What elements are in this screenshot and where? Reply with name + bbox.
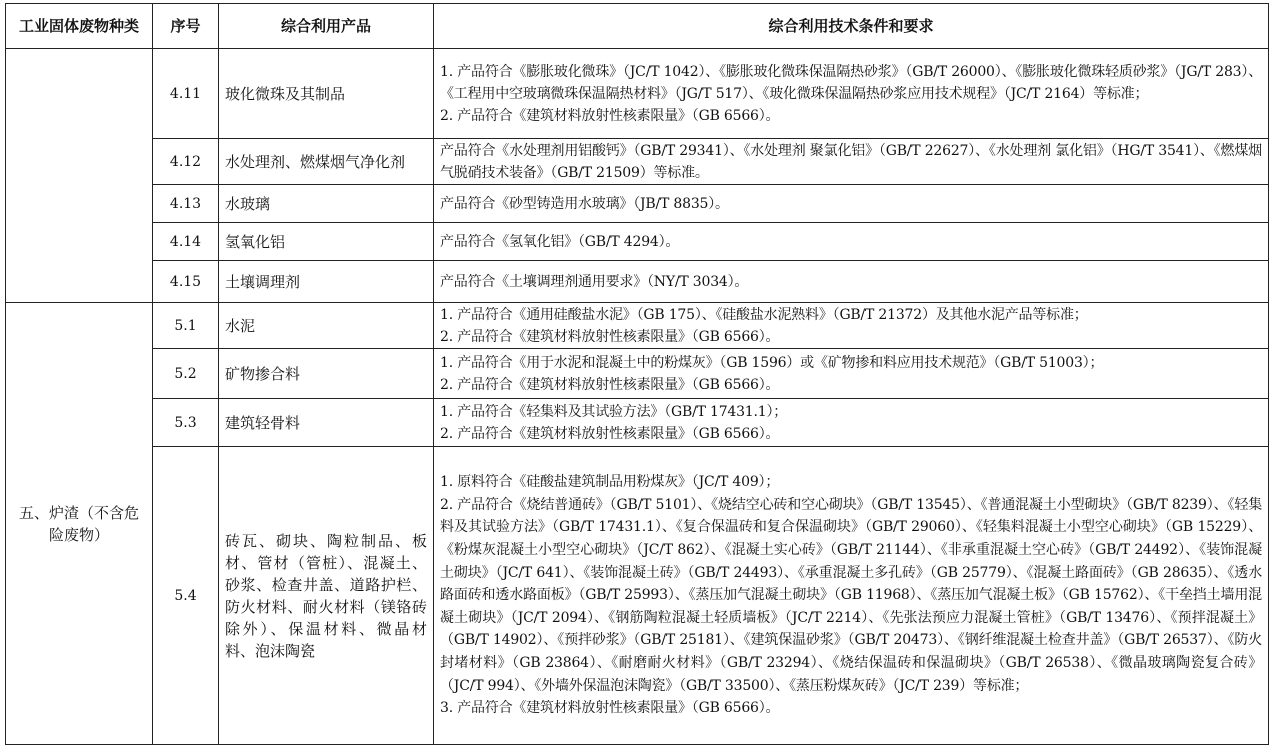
row-product: 水处理剂、燃煤烟气净化剂 [219,139,434,185]
requirement-line: 产品符合《氢氧化铝》（GB/T 4294）。 [440,233,680,250]
row-requirements [434,447,1269,745]
table-row [6,49,1269,139]
category-cell-4 [6,49,153,303]
row-product: 玻化微珠及其制品 [219,49,434,139]
requirement-line: 2. 产品符合《建筑材料放射性核素限量》（GB 6566）。 [440,328,780,345]
row-requirements [434,303,1269,349]
requirement-line: 3. 产品符合《建筑材料放射性核素限量》（GB 6566）。 [440,700,780,717]
header-requirements: 综合利用技术条件和要求 [434,4,1269,49]
row-product: 氢氧化铝 [219,223,434,261]
table-row [6,261,1269,303]
requirement-line: 产品符合《土壤调理剂通用要求》（NY/T 3034）。 [440,273,749,290]
table-row [6,139,1269,185]
requirement-line: 2. 产品符合《建筑材料放射性核素限量》（GB 6566）。 [440,425,780,442]
requirement-line: 1. 原料符合《硅酸盐建筑制品用粉煤灰》（JC/T 409）； [440,474,780,491]
row-number: 4.11 [153,49,219,139]
row-product: 水玻璃 [219,185,434,223]
row-requirements [434,261,1269,303]
row-product: 建筑轻骨料 [219,399,434,447]
row-number: 4.12 [153,139,219,185]
row-product: 土壤调理剂 [219,261,434,303]
row-requirements [434,139,1269,185]
requirement-line: 1. 产品符合《用于水泥和混凝土中的粉煤灰》（GB 1596）或《矿物掺和料应用技术规范》（GB/T 51003）； [440,354,1104,371]
requirement-line: 产品符合《砂型铸造用水玻璃》（JB/T 8835）。 [440,195,729,212]
row-number: 4.15 [153,261,219,303]
row-requirements [434,185,1269,223]
row-product: 砖瓦、砌块、陶粒制品、板材、管材（管桩）、混凝土、砂浆、检查井盖、道路护栏、防火材料、耐火材料（镁铬砖除外）、保温材料、微晶材料、泡沫陶瓷 [219,447,434,745]
table-row [6,223,1269,261]
requirement-line: 产品符合《水处理剂用铝酸钙》（GB/T 29341）、《水处理剂 聚氯化铝》（GB/T 22627）、《水处理剂 氯化铝》（HG/T 3541）、《燃煤烟气脱硝技术装备》（GB/T 21509）等标准。 [440,142,1262,181]
table-row [6,303,1269,349]
row-number: 5.1 [153,303,219,349]
table-row [6,349,1269,399]
requirement-line: 2. 产品符合《建筑材料放射性核素限量》（GB 6566）。 [440,376,780,393]
requirement-line: 1. 产品符合《轻集料及其试验方法》（GB/T 17431.1）； [440,403,788,420]
row-number: 5.4 [153,447,219,745]
row-product: 水泥 [219,303,434,349]
row-number: 5.2 [153,349,219,399]
header-row [6,4,1269,49]
requirement-line: 1. 产品符合《通用硅酸盐水泥》（GB 175）、《硅酸盐水泥熟料》（GB/T 21372）及其他水泥产品等标准； [440,306,1088,323]
category-cell-5: 五、炉渣（不含危险废物） [6,303,153,745]
row-requirements [434,399,1269,447]
header-category: 工业固体废物种类 [6,4,153,49]
row-requirements [434,349,1269,399]
header-number: 序号 [153,4,219,49]
row-requirements [434,49,1269,139]
table-row [6,399,1269,447]
table-row [6,185,1269,223]
row-number: 4.14 [153,223,219,261]
row-product: 矿物掺合料 [219,349,434,399]
table-row [6,447,1269,745]
row-number: 5.3 [153,399,219,447]
header-product: 综合利用产品 [219,4,434,49]
requirement-line: 2. 产品符合《烧结普通砖》（GB/T 5101）、《烧结空心砖和空心砌块》（GB/T 13545）、《普通混凝土小型砌块》（GB/T 8239）、《轻集料及其试验方法》（GB/T 17431.1）、《复合保温砖和复合保温砌块》（GB/T 29060）、《轻集料混凝土小型空心砌块》（GB 15229）、《粉煤灰混凝土小型空心砌块》（JC/T 862）、《混凝土实心砖》（GB/T 21144）、《非承重混凝土空心砖》（GB/T 24492）、《装饰混凝土砌块》（JC/T 641）、《装饰混凝土砖》（GB/T 24493）、《承重混凝土多孔砖》（GB 25779）、《混凝土路面砖》（GB 28635）、《透水路面砖和透水路面板》（GB/T 25993）、《蒸压加气混凝土砌块》（GB 11968）、《蒸压加气混凝土板》（GB 15762）、《干垒挡土墙用混凝土砌块》（JC/T 2094）、《钢筋陶粒混凝土轻质墙板》（JC/T 2214）、《先张法预应力混凝土管桩》（GB/T 13476）、《预拌混凝土》（GB/T 14902）、《预拌砂浆》（GB/T 25181）、《建筑保温砂浆》（GB/T 20473）、《钢纤维混凝土检查井盖》（GB/T 26537）、《防火封堵材料》（GB 23864）、《耐磨耐火材料》（GB/T 23294）、《烧结保温砖和保温砌块》（GB/T 26538）、《微晶玻璃陶瓷复合砖》（JC/T 994）、《外墙外保温泡沫陶瓷》（GB/T 33500）、《蒸压粉煤灰砖》（JC/T 239）等标准； [440,496,1262,694]
row-requirements [434,223,1269,261]
row-number: 4.13 [153,185,219,223]
requirement-line: 2. 产品符合《建筑材料放射性核素限量》（GB 6566）。 [440,107,780,124]
requirement-line: 1. 产品符合《膨胀玻化微珠》（JC/T 1042）、《膨胀玻化微珠保温隔热砂浆》（GB/T 26000）、《膨胀玻化微珠轻质砂浆》（JG/T 283）、《工程用中空玻璃微珠保温隔热材料》（JG/T 517）、《玻化微珠保温隔热砂浆应用技术规程》（JC/T 2164）等标准； [440,63,1262,102]
standards-table [5,3,1269,745]
